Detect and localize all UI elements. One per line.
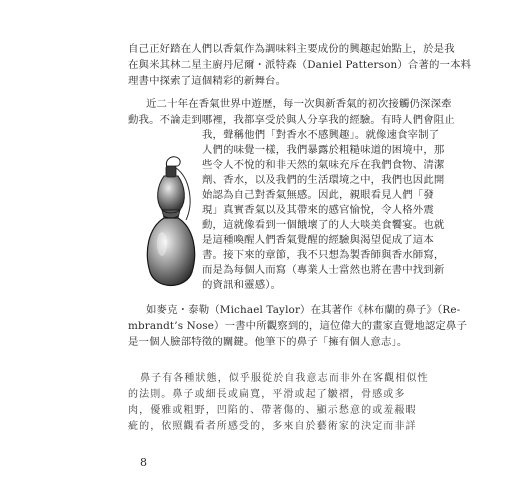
text-line: 人們的味覺一樣，我們暴露於粗糙味道的困境中，那 — [202, 144, 445, 156]
quote-line: 肉，優雅或粗野，凹陷的、帶著傷的、顯示愁意的或羞赧暇 — [128, 405, 417, 416]
text-line: 的資訊和靈感）。 — [202, 279, 282, 291]
text-line: 如麥克・泰勒（Michael Taylor）在其著作《林布蘭的鼻子》（Re- — [146, 304, 461, 316]
text-line: 近二十年在香氣世界中遊歷，每一次與新香氣的初次接觸仍深深牽 — [146, 98, 452, 110]
text-line: 書。接下來的章節，我不只想為製香師與香水師寫， — [202, 249, 445, 261]
text-line: 始認為自己對香氣無感。因此，親眼看見人們「發 — [202, 189, 434, 201]
page-number: 8 — [140, 456, 147, 469]
text-line: 現」真實香氣以及其帶來的感官愉悅，令人格外震 — [202, 204, 434, 216]
text-line: 而是為每個人而寫（專業人士當然也將在書中找到新 — [202, 264, 445, 276]
text-line: 理書中探索了這個精彩的新舞台。 — [128, 75, 287, 87]
text-line: 在與米其林二星主廚丹尼爾・派特森（Daniel Patterson）合著的一本料 — [128, 59, 472, 71]
text-line: 是一個人臉部特徵的關鍵。他筆下的鼻子「擁有個人意志」。 — [128, 336, 408, 348]
quote-line: 的法則。鼻子或細長或扁寬，平滑或起了皺褶，骨感或多 — [128, 389, 406, 400]
text-line: 劑、香水，以及我們的生活環境之中，我們也因此開 — [202, 174, 445, 186]
text-line: 動我。不論走到哪裡，我都享受於與人分享我的經驗。有時人們會阻止 — [128, 114, 455, 126]
quote-line: 鼻子有各種狀態，似乎服從於自我意志而非外在客觀相似性 — [140, 373, 429, 384]
text-line: 是這種喚醒人們香氣覺醒的經驗與渴望促成了這本 — [202, 234, 434, 246]
text-line: mbrandt’s Nose）一書中所觀察到的，這位偉大的畫家直覺地認定鼻子 — [128, 320, 468, 332]
quote-line: 疵的，依照觀看者所感受的，多來自於藝術家的決定而非詳 — [128, 421, 417, 432]
text-line: 我，聲稱他們「對香水不感興趣」。就像速食宰制了 — [202, 129, 440, 141]
gourd-bottle-illustration — [140, 148, 202, 298]
text-line: 動，這就像看到一個餓壞了的人大啖美食饗宴。也就 — [202, 219, 445, 231]
text-line: 自己正好踏在人們以香氣作為調味料主要成份的興趣起始點上，於是我 — [128, 43, 455, 55]
text-line: 些令人不悅的和非天然的氣味充斥在我們食物、清潔 — [202, 159, 445, 171]
